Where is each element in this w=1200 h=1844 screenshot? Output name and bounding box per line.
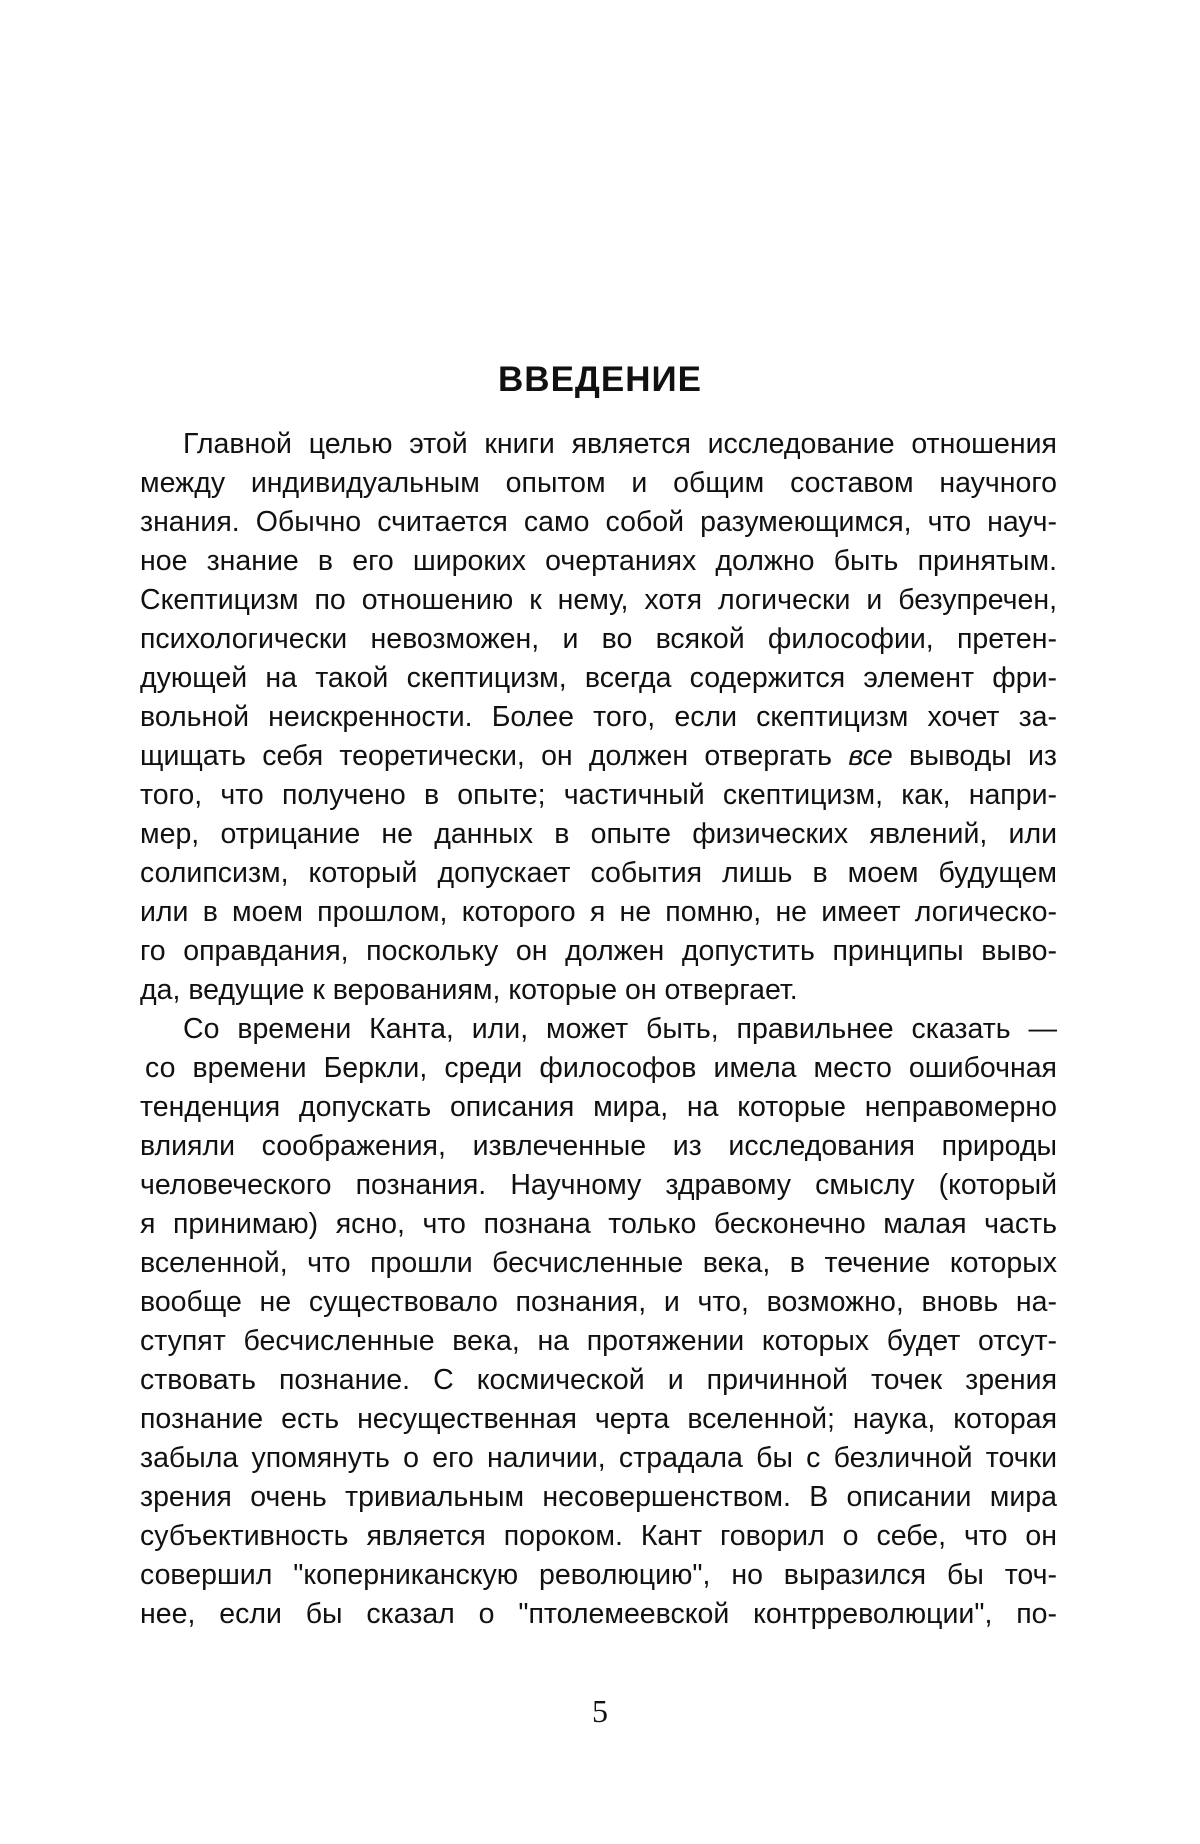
paragraph-2 (140, 1010, 1057, 1634)
text-line: да, ведущие к верованиям, которые он отвергает. (140, 974, 798, 1006)
text-line: влияли соображения, извлеченные из исследования природы (140, 1130, 1057, 1162)
text-line: ное знание в его широких очертаниях должно быть принятым. (140, 545, 1057, 577)
text-line: нее, если бы сказал о "птолемеевской контрреволюции", по- (140, 1598, 1057, 1630)
chapter-heading: ВВЕДЕНИЕ (498, 360, 702, 399)
text-segment: выводы из (908, 740, 1057, 772)
text-segment: щищать себя теоретически, он должен отвергать (140, 740, 833, 772)
emphasized-word: все (848, 740, 893, 772)
text-line: между индивидуальным опытом и общим составом научного (140, 467, 1057, 499)
text-line: Главной целью этой книги является исследование отношения (183, 428, 1057, 460)
text-line: забыла упомянуть о его наличии, страдала бы с безличной точки (140, 1442, 1057, 1474)
text-line: совершил "коперниканскую революцию", но выразился бы точ- (140, 1559, 1057, 1591)
text-line: знания. Обычно считается само собой разумеющимся, что науч- (140, 506, 1057, 538)
text-line: солипсизм, который допускает события лишь в моем будущем (140, 857, 1057, 889)
text-line: или в моем прошлом, которого я не помню, не имеет логическо- (140, 896, 1057, 928)
text-line: психологически невозможен, и во всякой философии, претен- (140, 623, 1057, 655)
text-line: вообще не существовало познания, и что, возможно, вновь на- (140, 1286, 1057, 1318)
text-line: ствовать познание. С космической и причинной точек зрения (140, 1364, 1057, 1396)
page-number: 5 (592, 1693, 608, 1729)
body-text (140, 425, 1057, 1634)
text-line: того, что получено в опыте; частичный скептицизм, как, напри- (140, 779, 1057, 811)
text-line: тенденция допускать описания мира, на которые неправомерно (140, 1091, 1057, 1123)
text-line: человеческого познания. Научному здравому смыслу (который (140, 1169, 1057, 1201)
text-line: познание есть несущественная черта вселенной; наука, которая (140, 1403, 1057, 1435)
text-line: вселенной, что прошли бесчисленные века, в течение которых (140, 1247, 1057, 1279)
paragraph-1 (140, 425, 1057, 1010)
text-line: Со времени Канта, или, может быть, правильнее сказать — (183, 1013, 1057, 1045)
text-line: со времени Беркли, среди философов имела место ошибочная (145, 1052, 1057, 1084)
text-line: вольной неискренности. Более того, если скептицизм хочет за- (140, 701, 1057, 733)
text-line: я принимаю) ясно, что познана только бесконечно малая часть (140, 1208, 1057, 1240)
text-line: го оправдания, поскольку он должен допустить принципы выво- (140, 935, 1057, 967)
text-line: субъективность является пороком. Кант говорил о себе, что он (140, 1520, 1057, 1552)
text-line: зрения очень тривиальным несовершенством. В описании мира (140, 1481, 1057, 1513)
text-line: Скептицизм по отношению к нему, хотя логически и безупречен, (140, 584, 1057, 616)
text-line: дующей на такой скептицизм, всегда содержится элемент фри- (140, 662, 1057, 694)
text-line: мер, отрицание не данных в опыте физических явлений, или (140, 818, 1057, 850)
text-line-with-emphasis (140, 737, 1057, 776)
text-line: ступят бесчисленные века, на протяжении которых будет отсут- (140, 1325, 1057, 1357)
